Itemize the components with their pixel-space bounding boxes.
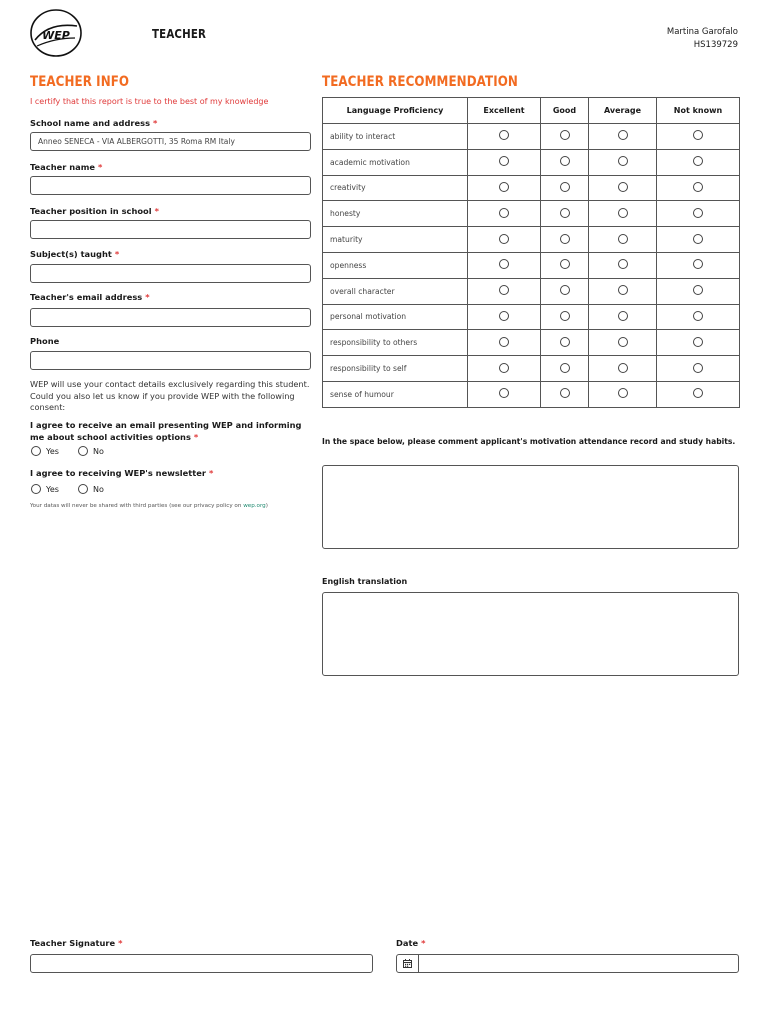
consent-email-yes[interactable]: Yes: [31, 446, 59, 456]
rating-cell: [541, 227, 589, 253]
rating-radio[interactable]: [618, 285, 628, 295]
teacher-name-label: Teacher name *: [30, 162, 103, 172]
consent-email-no[interactable]: No: [78, 446, 104, 456]
required-mark: *: [118, 938, 123, 948]
rating-radio[interactable]: [693, 156, 703, 166]
rating-cell: [657, 330, 740, 356]
rating-cell: [468, 330, 541, 356]
rating-cell: [657, 227, 740, 253]
rating-radio[interactable]: [693, 259, 703, 269]
column-header: Average: [589, 98, 657, 124]
rating-radio[interactable]: [499, 363, 509, 373]
rating-cell: [541, 124, 589, 150]
consent-newsletter-yes[interactable]: Yes: [31, 484, 59, 494]
rating-cell: [468, 227, 541, 253]
trait-label: academic motivation: [323, 149, 468, 175]
table-row: [323, 330, 740, 356]
rating-radio[interactable]: [499, 130, 509, 140]
rating-cell: [657, 304, 740, 330]
rating-radio[interactable]: [560, 388, 570, 398]
rating-radio[interactable]: [618, 156, 628, 166]
teacher-name-input[interactable]: [30, 176, 311, 195]
rating-radio[interactable]: [618, 182, 628, 192]
rating-radio[interactable]: [693, 337, 703, 347]
trait-label: overall character: [323, 278, 468, 304]
required-mark: *: [208, 468, 214, 478]
rating-radio[interactable]: [560, 311, 570, 321]
trait-label: responsibility to others: [323, 330, 468, 356]
position-input[interactable]: [30, 220, 311, 239]
subjects-label: Subject(s) taught *: [30, 249, 120, 259]
rating-cell: [468, 304, 541, 330]
rating-cell: [541, 252, 589, 278]
rating-radio[interactable]: [618, 363, 628, 373]
required-mark: *: [145, 292, 150, 302]
rating-cell: [589, 175, 657, 201]
trait-label: maturity: [323, 227, 468, 253]
signature-input[interactable]: [30, 954, 373, 973]
table-row: [323, 278, 740, 304]
trait-label: ability to interact: [323, 124, 468, 150]
rating-radio[interactable]: [618, 388, 628, 398]
rating-cell: [468, 356, 541, 382]
student-info: [667, 26, 738, 52]
rating-cell: [468, 278, 541, 304]
email-label: Teacher's email address *: [30, 292, 150, 302]
rating-cell: [589, 381, 657, 407]
rating-cell: [657, 356, 740, 382]
comment-label: In the space below, please comment applicant's motivation attendance record and study habits.: [322, 437, 736, 446]
table-row: [323, 175, 740, 201]
rating-radio[interactable]: [618, 311, 628, 321]
rating-radio[interactable]: [560, 208, 570, 218]
radio-icon[interactable]: [31, 484, 41, 494]
rating-cell: [589, 356, 657, 382]
rating-cell: [468, 381, 541, 407]
trait-label: personal motivation: [323, 304, 468, 330]
required-mark: *: [421, 938, 426, 948]
phone-label: Phone: [30, 336, 60, 346]
rating-radio[interactable]: [693, 285, 703, 295]
rating-radio[interactable]: [560, 182, 570, 192]
date-input[interactable]: [396, 954, 739, 973]
rating-cell: [468, 175, 541, 201]
rating-cell: [541, 175, 589, 201]
translation-textarea[interactable]: [322, 592, 739, 676]
subjects-input[interactable]: [30, 264, 311, 283]
rating-radio[interactable]: [499, 388, 509, 398]
rating-cell: [657, 124, 740, 150]
rating-radio[interactable]: [618, 259, 628, 269]
rating-cell: [657, 201, 740, 227]
rating-radio[interactable]: [560, 363, 570, 373]
logo-text: WEP: [42, 29, 70, 42]
trait-label: responsibility to self: [323, 356, 468, 382]
rating-cell: [657, 381, 740, 407]
rating-radio[interactable]: [693, 130, 703, 140]
comment-textarea[interactable]: [322, 465, 739, 549]
rating-radio[interactable]: [560, 259, 570, 269]
rating-cell: [541, 149, 589, 175]
rating-cell: [589, 149, 657, 175]
rating-radio[interactable]: [693, 182, 703, 192]
email-input[interactable]: [30, 308, 311, 327]
teacher-info-title: TEACHER INFO: [30, 74, 130, 90]
calendar-icon[interactable]: [397, 955, 419, 972]
rating-radio[interactable]: [499, 156, 509, 166]
rating-cell: [541, 381, 589, 407]
column-header: Not known: [657, 98, 740, 124]
privacy-link[interactable]: wep.org: [243, 503, 266, 509]
wep-logo: [29, 8, 83, 58]
rating-cell: [541, 201, 589, 227]
rating-radio[interactable]: [499, 234, 509, 244]
translation-label: English translation: [322, 577, 408, 586]
trait-label: honesty: [323, 201, 468, 227]
radio-icon[interactable]: [78, 484, 88, 494]
rating-cell: [589, 304, 657, 330]
rating-radio[interactable]: [693, 388, 703, 398]
table-header-row: [323, 98, 740, 124]
column-header: Language Proficiency: [323, 98, 468, 124]
phone-input[interactable]: [30, 351, 311, 370]
rating-radio[interactable]: [560, 156, 570, 166]
rating-radio[interactable]: [560, 337, 570, 347]
rating-cell: [468, 252, 541, 278]
trait-label: sense of humour: [323, 381, 468, 407]
table-row: [323, 381, 740, 407]
school-input[interactable]: Anneo SENECA - VIA ALBERGOTTI, 35 Roma RM Italy: [30, 132, 311, 151]
rating-cell: [657, 278, 740, 304]
table-row: [323, 252, 740, 278]
position-label: Teacher position in school *: [30, 206, 159, 216]
rating-radio[interactable]: [499, 337, 509, 347]
rating-cell: [541, 356, 589, 382]
consent-email-label: I agree to receive an email presenting WEP and informing me about school activities options *: [30, 420, 302, 442]
radio-icon[interactable]: [78, 446, 88, 456]
table-row: [323, 201, 740, 227]
rating-cell: [589, 227, 657, 253]
rating-cell: [541, 330, 589, 356]
table-row: [323, 149, 740, 175]
rating-cell: [589, 330, 657, 356]
rating-cell: [468, 201, 541, 227]
required-mark: *: [98, 162, 103, 172]
rating-cell: [541, 278, 589, 304]
column-header: Good: [541, 98, 589, 124]
student-name: Martina Garofalo: [666, 27, 738, 37]
required-mark: *: [153, 118, 158, 128]
required-mark: *: [114, 249, 120, 259]
rating-cell: [589, 252, 657, 278]
rating-radio[interactable]: [693, 208, 703, 218]
consent-note: WEP will use your contact details exclusively regarding this student. Could you also let us know if you provide WEP with the following consent:: [30, 379, 310, 412]
date-label: Date *: [396, 938, 426, 948]
privacy-note: Your datas will never be shared with third parties (see our privacy policy on wep.org): [30, 503, 268, 509]
consent-newsletter-no[interactable]: No: [78, 484, 104, 494]
rating-cell: [589, 124, 657, 150]
recommendation-title: TEACHER RECOMMENDATION: [322, 74, 518, 90]
rating-radio[interactable]: [499, 182, 509, 192]
rating-radio[interactable]: [618, 234, 628, 244]
rating-radio[interactable]: [618, 337, 628, 347]
rating-radio[interactable]: [499, 259, 509, 269]
rating-radio[interactable]: [499, 208, 509, 218]
certify-text: I certify that this report is true to the best of my knowledge: [30, 97, 269, 106]
required-mark: *: [193, 431, 199, 442]
recommendation-table: [322, 97, 740, 408]
table-row: [323, 304, 740, 330]
rating-radio[interactable]: [693, 311, 703, 321]
table-row: [323, 356, 740, 382]
rating-cell: [468, 124, 541, 150]
school-label: School name and address *: [30, 118, 158, 128]
signature-label: Teacher Signature *: [30, 938, 123, 948]
radio-icon[interactable]: [31, 446, 41, 456]
required-mark: *: [154, 206, 159, 216]
rating-cell: [657, 175, 740, 201]
column-header: Excellent: [468, 98, 541, 124]
table-row: [323, 227, 740, 253]
page-title: TEACHER: [152, 26, 207, 41]
rating-cell: [589, 201, 657, 227]
rating-radio[interactable]: [618, 130, 628, 140]
rating-cell: [657, 149, 740, 175]
rating-cell: [541, 304, 589, 330]
rating-radio[interactable]: [560, 285, 570, 295]
student-id: HS139729: [693, 40, 738, 50]
table-row: [323, 124, 740, 150]
rating-cell: [468, 149, 541, 175]
rating-radio[interactable]: [560, 234, 570, 244]
rating-radio[interactable]: [499, 285, 509, 295]
rating-radio[interactable]: [693, 363, 703, 373]
rating-cell: [589, 278, 657, 304]
rating-radio[interactable]: [560, 130, 570, 140]
consent-newsletter-label: I agree to receiving WEP's newsletter *: [30, 468, 214, 478]
trait-label: creativity: [323, 175, 468, 201]
rating-cell: [657, 252, 740, 278]
rating-radio[interactable]: [618, 208, 628, 218]
trait-label: openness: [323, 252, 468, 278]
rating-radio[interactable]: [499, 311, 509, 321]
rating-radio[interactable]: [693, 234, 703, 244]
